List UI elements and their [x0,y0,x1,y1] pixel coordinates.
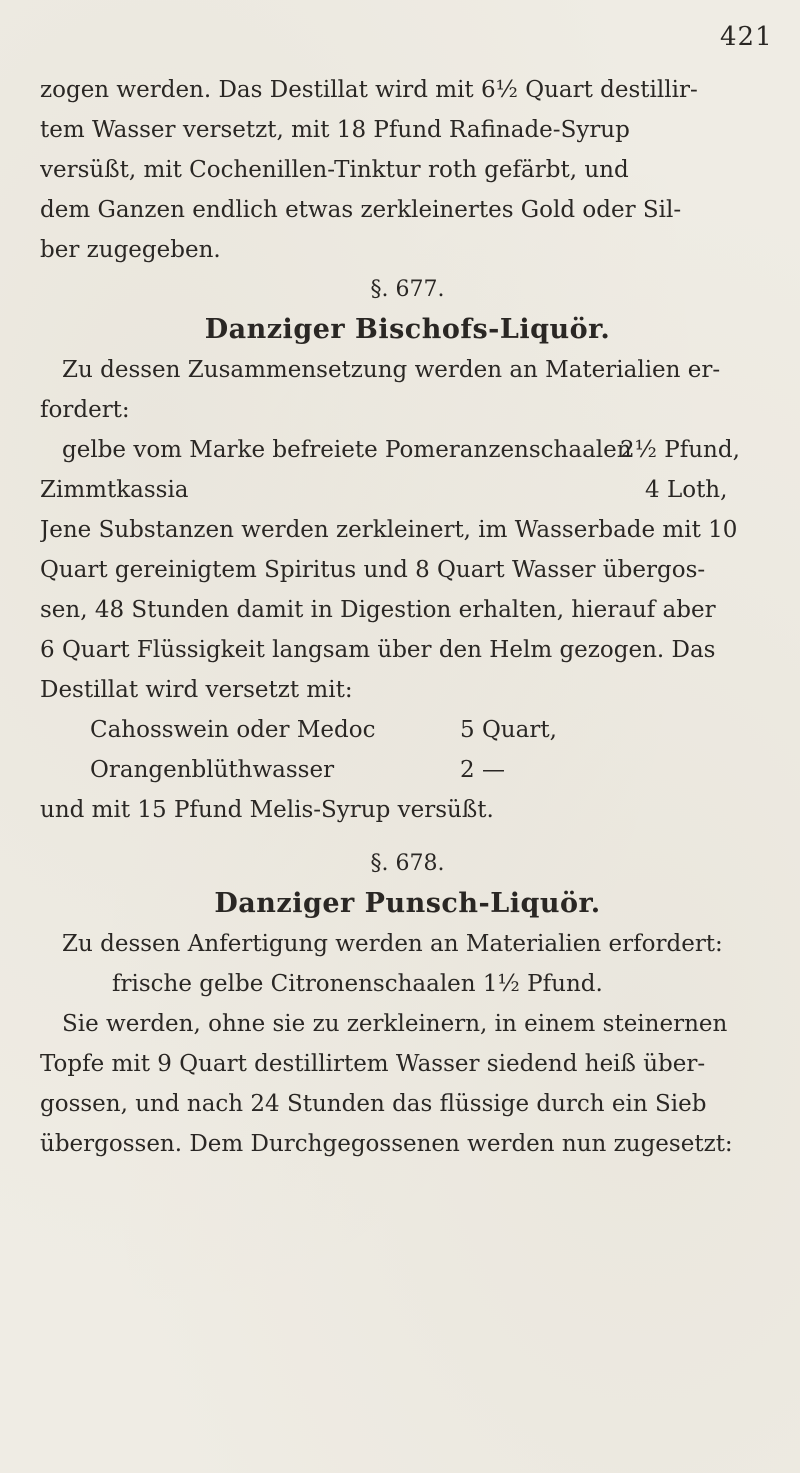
text-line: ber zugegeben. [40,237,221,263]
ingredient-name: gelbe vom Marke befreiete Pomeranzenschaalen [62,437,632,463]
ingredient-amount: 2½ Pfund, [620,437,740,463]
text-line: Quart gereinigtem Spiritus und 8 Quart Wasser übergos- [40,557,706,583]
text-line: 6 Quart Flüssigkeit langsam über den Helm gezogen. Das [40,637,716,663]
ingredient-row [40,750,775,790]
page-number: 421 [720,22,773,52]
section-title-punsch-liquor: Danziger Punsch-Liquör. [214,888,601,919]
text-line: sen, 48 Stunden damit in Digestion erhalten, hierauf aber [40,597,716,623]
ingredient-row [40,470,775,510]
text-line: Jene Substanzen werden zerkleinert, im Wasserbade mit 10 [40,517,738,543]
text-line: tem Wasser versetzt, mit 18 Pfund Rafinade-Syrup [40,117,630,143]
ingredient-amount: 4 Loth, [645,477,728,503]
section-number-677: §. 677. [370,277,445,302]
ingredient-amount: 5 Quart, [460,717,557,743]
section-title-bischofs-liquor: Danziger Bischofs-Liquör. [204,314,611,345]
section-number-678: §. 678. [370,851,445,876]
text-line: versüßt, mit Cochenillen-Tinktur roth gefärbt, und [40,157,629,183]
text-line: gossen, und nach 24 Stunden das flüssige durch ein Sieb [40,1091,707,1117]
text-line: dem Ganzen endlich etwas zerkleinertes Gold oder Sil- [40,197,682,223]
ingredient-name: Zimmtkassia [40,477,189,503]
page-text [40,70,775,1164]
text-line: übergossen. Dem Durchgegossenen werden nun zugesetzt: [40,1131,733,1157]
ingredient-row [40,710,775,750]
text-line: Sie werden, ohne sie zu zerkleinern, in einem steinernen [62,1011,728,1037]
ingredient-name: Cahosswein oder Medoc [90,717,376,743]
ingredient-name: Orangenblüthwasser [90,757,335,783]
text-line: Destillat wird versetzt mit: [40,677,353,703]
ingredient-row [40,430,775,470]
text-line: fordert: [40,397,130,423]
text-line: und mit 15 Pfund Melis-Syrup versüßt. [40,797,494,823]
ingredient-line: frische gelbe Citronenschaalen 1½ Pfund. [112,971,603,997]
ingredient-amount: 2 — [460,757,505,783]
text-line: Topfe mit 9 Quart destillirtem Wasser siedend heiß über- [40,1051,706,1077]
text-line: Zu dessen Zusammensetzung werden an Materialien er- [62,357,721,383]
text-line: Zu dessen Anfertigung werden an Materialien erfordert: [62,931,723,957]
text-line: zogen werden. Das Destillat wird mit 6½ Quart destillir- [40,77,698,103]
